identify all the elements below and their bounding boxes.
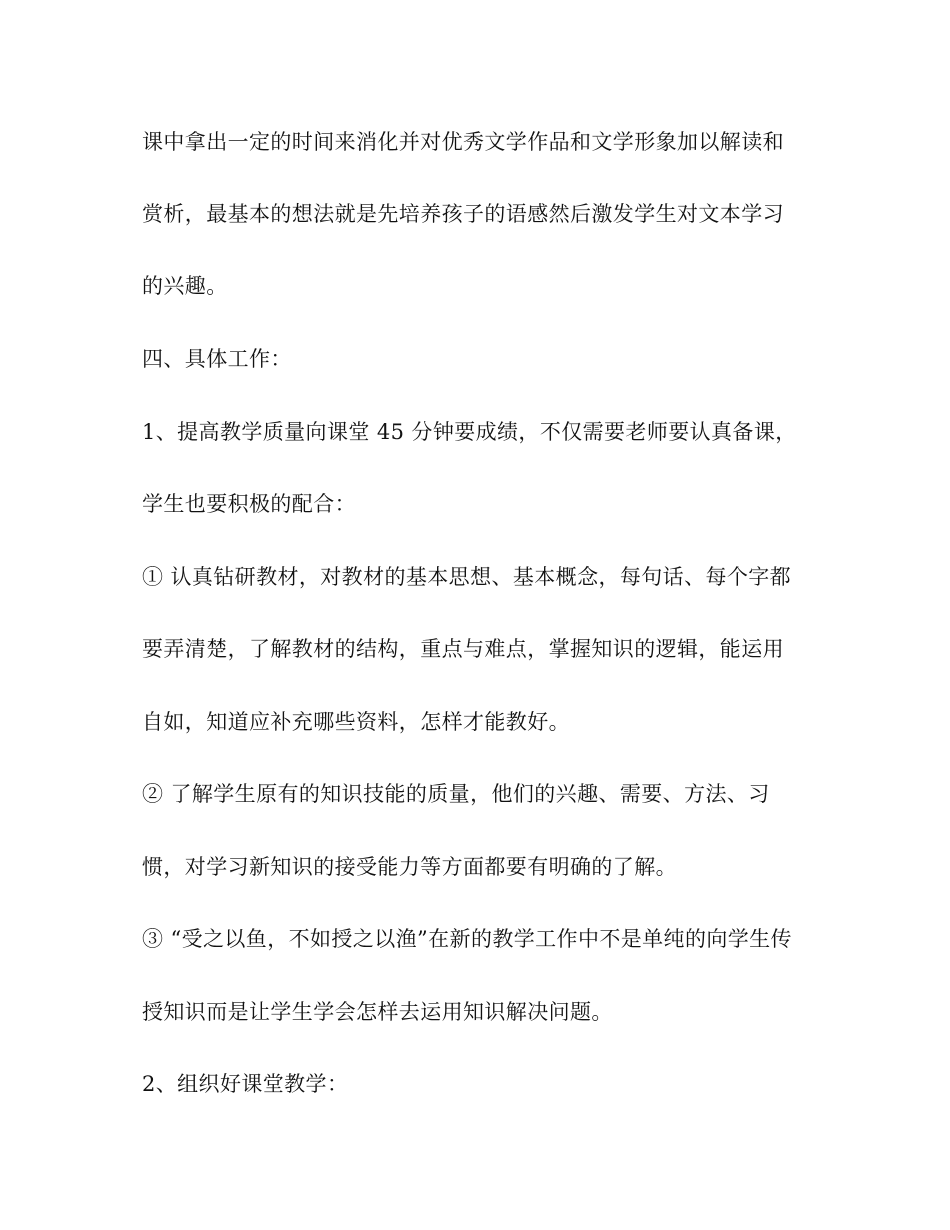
text-line: 授知识而是让学生学会怎样去运用知识解决问题。 [142,1000,613,1024]
text-line: 自如，知道应补充哪些资料，怎样才能教好。 [142,710,570,734]
text-line: 1、提高教学质量向课堂 45 分钟要成绩，不仅需要老师要认真备课， [142,420,797,444]
text-line: ② 了解学生原有的知识技能的质量，他们的兴趣、需要、方法、习 [142,782,770,806]
text-line: 要弄清楚，了解教材的结构，重点与难点，掌握知识的逻辑，能运用 [142,637,784,661]
text-line: ③ “受之以鱼，不如授之以渔”在新的教学工作中不是单纯的向学生传 [142,927,792,951]
text-line: 的兴趣。 [142,274,228,298]
text-line: 赏析，最基本的想法就是先培养孩子的语感然后激发学生对文本学习 [142,202,784,226]
text-line: ① 认真钻研教材，对教材的基本思想、基本概念，每句话、每个字都 [142,565,792,589]
text-line: 课中拿出一定的时间来消化并对优秀文学作品和文学形象加以解读和 [142,130,784,154]
section-heading: 四、具体工作： [142,347,292,371]
text-line: 学生也要积极的配合： [142,492,356,516]
text-line: 惯，对学习新知识的接受能力等方面都要有明确的了解。 [142,855,677,879]
section-heading: 2、组织好课堂教学： [142,1072,349,1096]
